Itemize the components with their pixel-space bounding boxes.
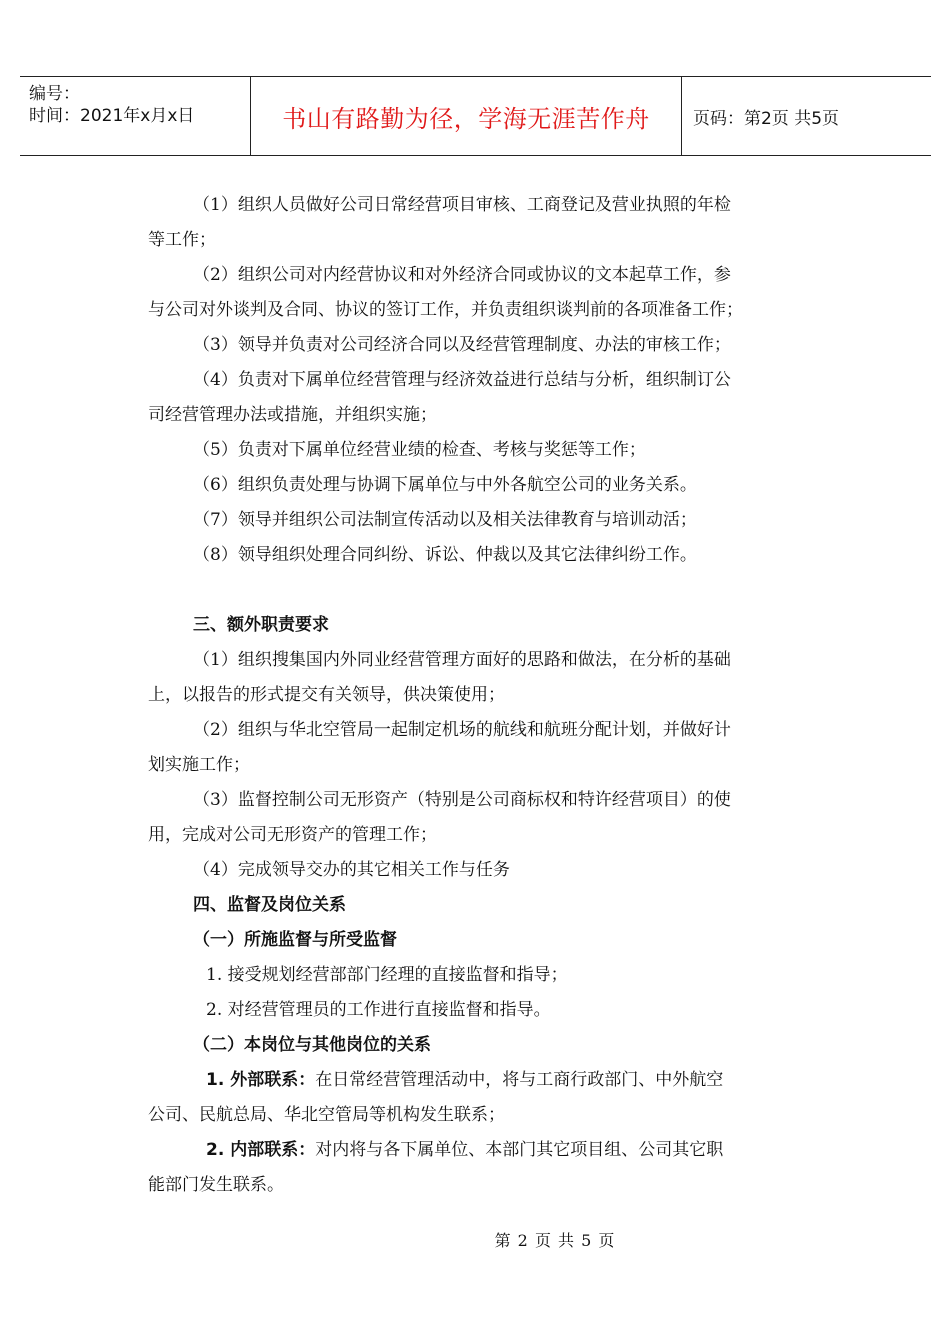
header-page-number: 页码：第2页 共5页 [693, 108, 840, 129]
external-relations-text: 在日常经营管理活动中，将与工商行政部门、中外航空 [315, 1070, 724, 1090]
page-footer: 第 2 页 共 5 页 [494, 1231, 616, 1250]
section-heading: 三、额外职责要求 [193, 615, 329, 635]
paragraph-line: （4）负责对下属单位经营管理与经济效益进行总结与分析，组织制订公 [193, 370, 731, 390]
list-item: 2. 对经营管理员的工作进行直接监督和指导。 [206, 1000, 551, 1020]
internal-relations-label: 2. 内部联系： [206, 1140, 316, 1160]
paragraph-line: （3）领导并负责对公司经济合同以及经营管理制度、办法的审核工作； [193, 335, 731, 355]
paragraph-line: （6）组织负责处理与协调下属单位与中外各航空公司的业务关系。 [193, 475, 697, 495]
paragraph-line: 等工作； [148, 230, 216, 250]
paragraph-line: （3）监督控制公司无形资产（特别是公司商标权和特许经营项目）的使 [193, 790, 731, 810]
subsection-heading: （一）所施监督与所受监督 [193, 930, 397, 950]
paragraph-line: 司经营管理办法或措施，并组织实施； [148, 405, 437, 425]
external-relations-label: 1. 外部联系： [206, 1070, 316, 1090]
internal-relations-text: 对内将与各下属单位、本部门其它项目组、公司其它职 [315, 1140, 724, 1160]
paragraph-line: 公司、民航总局、华北空管局等机构发生联系； [148, 1105, 505, 1125]
document-number-label: 编号： [29, 84, 80, 104]
paragraph-line: （1）组织搜集国内外同业经营管理方面好的思路和做法，在分析的基础 [193, 650, 731, 670]
paragraph-line: 上，以报告的形式提交有关领导，供决策使用； [148, 685, 505, 705]
paragraph-line: 用，完成对公司无形资产的管理工作； [148, 825, 437, 845]
paragraph-line: 能部门发生联系。 [148, 1175, 284, 1195]
paragraph-line: （7）领导并组织公司法制宣传活动以及相关法律教育与培训动活； [193, 510, 697, 530]
paragraph-line: （2）组织与华北空管局一起制定机场的航线和航班分配计划，并做好计 [193, 720, 731, 740]
paragraph-line [148, 1133, 808, 1168]
paragraph-line: （1）组织人员做好公司日常经营项目审核、工商登记及营业执照的年检 [193, 195, 731, 215]
paragraph-line: （4）完成领导交办的其它相关工作与任务 [193, 860, 510, 880]
list-item: 1. 接受规划经营部部门经理的直接监督和指导； [206, 965, 568, 985]
spacer [148, 573, 808, 608]
paragraph-line: 划实施工作； [148, 755, 250, 775]
paragraph-line: 与公司对外谈判及合同、协议的签订工作，并负责组织谈判前的各项准备工作； [148, 300, 743, 320]
header-meta [20, 77, 251, 155]
document-body [148, 188, 808, 1203]
paragraph-line: （5）负责对下属单位经营业绩的检查、考核与奖惩等工作； [193, 440, 646, 460]
header-motto: 书山有路勤为径，学海无涯苦作舟 [251, 77, 682, 155]
paragraph-line: （8）领导组织处理合同纠纷、诉讼、仲裁以及其它法律纠纷工作。 [193, 545, 697, 565]
paragraph-line [148, 1063, 808, 1098]
subsection-heading: （二）本岗位与其他岗位的关系 [193, 1035, 431, 1055]
paragraph-line: （2）组织公司对内经营协议和对外经济合同或协议的文本起草工作，参 [193, 265, 731, 285]
page-header [20, 76, 931, 156]
document-time-label: 时间：2021年x月x日 [29, 106, 195, 126]
section-heading: 四、监督及岗位关系 [193, 895, 346, 915]
